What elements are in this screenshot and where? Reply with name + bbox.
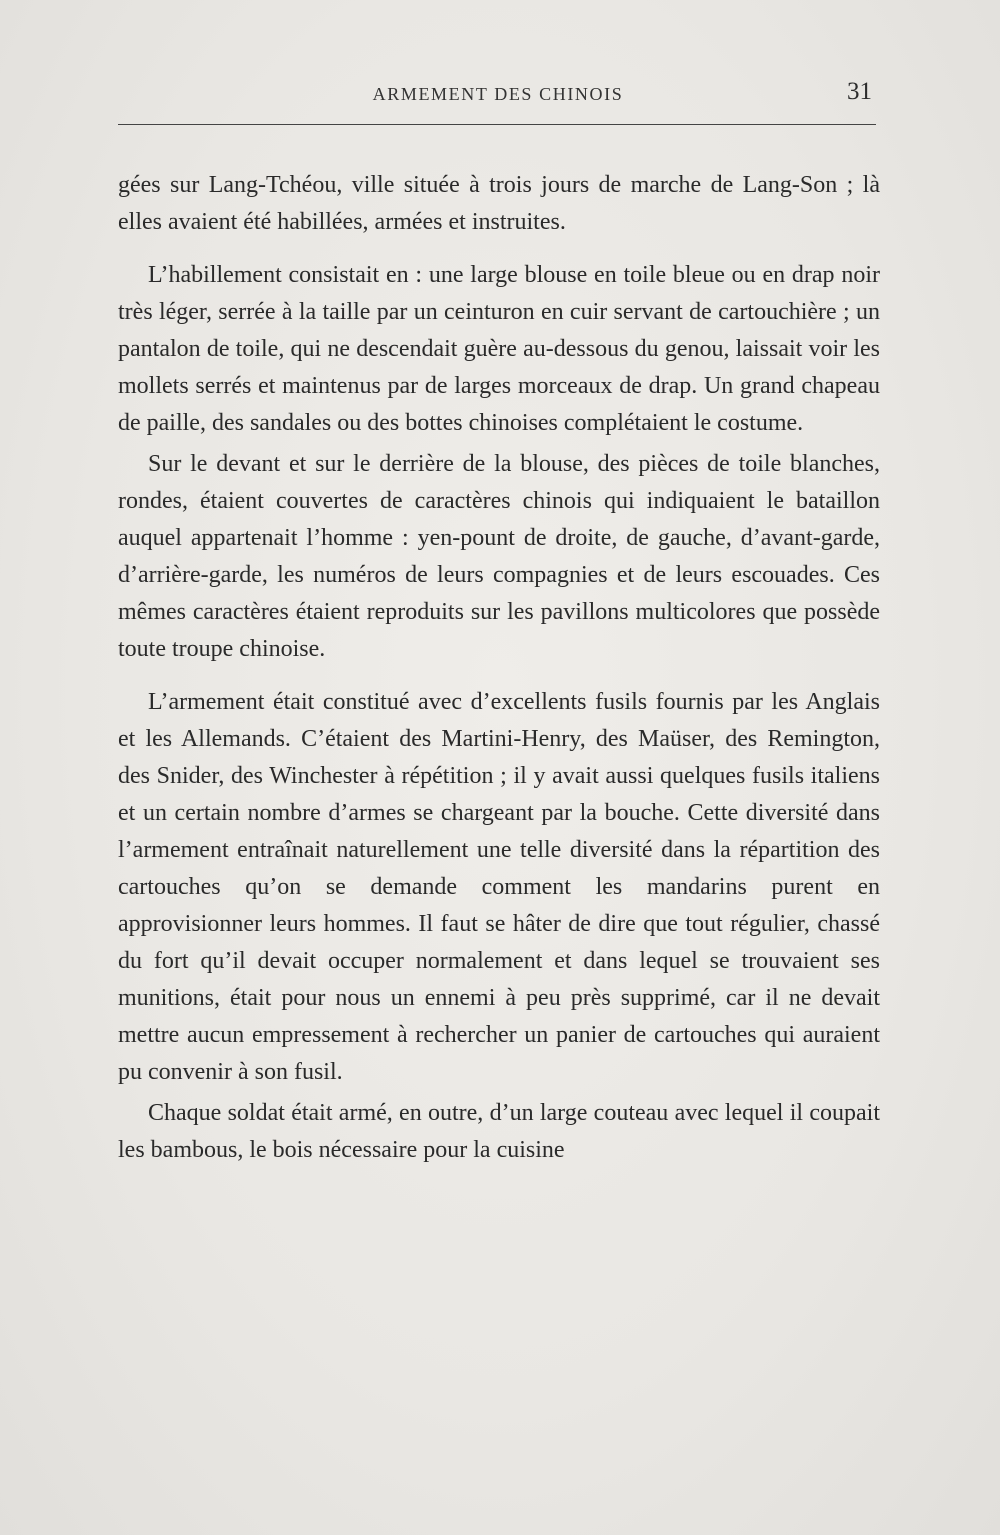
paragraph-blouse-insignia: Sur le devant et sur le derrière de la blouse, des pièces de toile blanches, rondes, étaient couvertes de caractères chinois qui indiquaient le bataillon auquel appartenait l’homme : yen-pount de droite, de gauche, d’avant-garde, d’arrière-garde, les numéros de leurs compagnies et de leurs escouades. Ces mêmes caractères étaient reproduits sur les pavillons multicolores que possède toute troupe chinoise. (118, 451, 880, 662)
paragraph-armement: L’armement était constitué avec d’excellents fusils fournis par les Anglais et les Allemands. C’étaient des Martini-Henry, des Maüser, des Remington, des Snider, des Winchester à répétition ; il y avait aussi quelques fusils italiens et un certain nombre d’armes se chargeant par la bouche. Cette diversité dans l’armement entraînait naturellement une telle diversité dans la répartition des cartouches qu’on se demande comment les mandarins purent en approvisionner leurs hommes. Il faut se hâter de dire que tout régulier, chassé du fort qu’il devait occuper normalement et dans lequel se trouvaient ses munitions, était pour nous un ennemi à peu près supprimé, car il ne devait mettre aucun empressement à rechercher un panier de cartouches qui auraient pu convenir à son fusil. (118, 689, 880, 1085)
page-number: 31 (847, 78, 872, 105)
running-head (118, 78, 878, 108)
body-text (118, 167, 880, 1169)
paragraph-couteau: Chaque soldat était armé, en outre, d’un large couteau avec lequel il coupait les bambous, le bois nécessaire pour la cuisine (118, 1100, 880, 1163)
header-rule (118, 124, 876, 125)
running-title: ARMEMENT DES CHINOIS (372, 84, 624, 104)
paragraph-habillement: L’habillement consistait en : une large blouse en toile bleue ou en drap noir très léger, serrée à la taille par un ceinturon en cuir servant de cartouchière ; un pantalon de toile, qui ne descendait guère au-dessous du genou, laissait voir les mollets serrés et maintenus par de larges morceaux de drap. Un grand chapeau de paille, des sandales ou des bottes chinoises complétaient le costume. (118, 262, 880, 436)
paragraph-continuation: gées sur Lang-Tchéou, ville située à trois jours de marche de Lang-Son ; là elles avaient été habillées, armées et instruites. (118, 172, 880, 235)
